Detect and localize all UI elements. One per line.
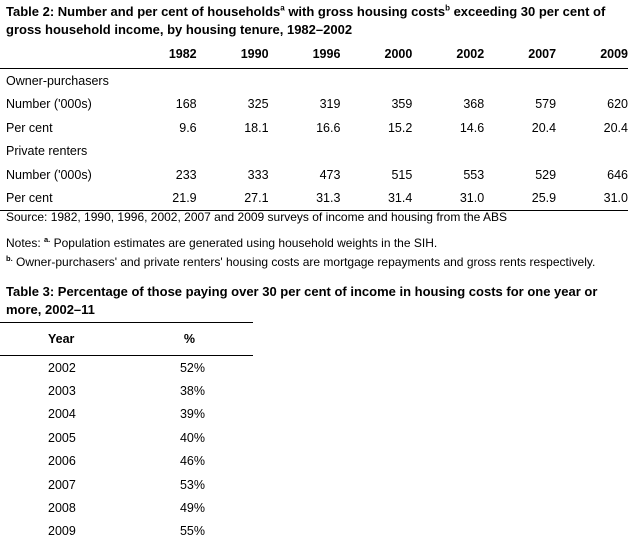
year-cell: 2005 — [48, 430, 76, 445]
table3-percent-header: % — [129, 323, 253, 356]
section-heading-private-renters: Private renters — [6, 144, 88, 159]
table-cell: 168 — [175, 97, 197, 112]
year-cell: 2004 — [48, 407, 76, 422]
table2-section-row — [0, 69, 628, 93]
table-row — [0, 473, 253, 496]
year-cell: 2009 — [48, 524, 76, 539]
table2-year-header: 2007 — [484, 40, 556, 69]
table-row — [0, 116, 628, 140]
table-cell: 553 — [463, 167, 485, 182]
table2-section-row — [0, 140, 628, 164]
table-cell: 368 — [463, 97, 485, 112]
table-cell: 14.6 — [459, 120, 485, 135]
percent-cell: 38% — [179, 384, 205, 399]
table-cell: 25.9 — [484, 187, 556, 211]
table2-year-header: 1982 — [125, 40, 197, 69]
percent-cell: 55% — [179, 524, 205, 539]
table-cell: 15.2 — [387, 120, 413, 135]
row-label: Per cent — [0, 187, 125, 211]
percent-cell: 52% — [179, 360, 205, 375]
table-row — [0, 426, 253, 449]
table2-year-header: 2000 — [340, 40, 412, 69]
table-row — [0, 403, 253, 426]
row-label: Number ('000s) — [6, 97, 92, 112]
table-cell: 579 — [535, 97, 557, 112]
table2-year-header: 2002 — [412, 40, 484, 69]
year-cell: 2007 — [48, 477, 76, 492]
table-cell: 333 — [247, 167, 269, 182]
table2-year-header: 2009 — [556, 40, 628, 69]
year-cell: 2002 — [48, 360, 76, 375]
table-cell: 325 — [247, 97, 269, 112]
table-cell: 31.0 — [412, 187, 484, 211]
percent-cell: 39% — [179, 407, 205, 422]
table-cell: 620 — [607, 97, 628, 112]
table-cell: 646 — [607, 167, 628, 182]
table-row — [0, 496, 253, 519]
table-row — [0, 450, 253, 473]
year-cell: 2006 — [48, 454, 76, 469]
table3-header-row — [0, 323, 253, 356]
table2 — [0, 40, 628, 211]
year-cell: 2003 — [48, 384, 76, 399]
table2-header-blank — [0, 40, 125, 69]
table3-year-header: Year — [0, 323, 129, 356]
table2-year-header: 1996 — [269, 40, 341, 69]
table-row — [0, 187, 628, 211]
table-row — [0, 163, 628, 187]
table-cell: 233 — [175, 167, 197, 182]
percent-cell: 49% — [179, 501, 205, 516]
percent-cell: 46% — [179, 454, 205, 469]
table-cell: 20.4 — [603, 120, 628, 135]
table-cell: 529 — [535, 167, 557, 182]
table-cell: 21.9 — [125, 187, 197, 211]
table2-header-row — [0, 40, 628, 69]
table-row — [0, 520, 253, 543]
table-cell: 31.4 — [340, 187, 412, 211]
percent-cell: 40% — [179, 430, 205, 445]
table-cell: 9.6 — [179, 120, 197, 135]
table3 — [0, 322, 253, 543]
table3-title: Table 3: Percentage of those paying over 30 per cent of income in housing costs for one year or more, 2002–11 — [6, 284, 598, 317]
table-cell: 515 — [391, 167, 413, 182]
footnote-marker-a: a — [280, 3, 285, 13]
table2-note-b: $^{b.}$ Owner-purchasers' and private renters' housing costs are mortgage repayments and gross rents respectively. — [6, 254, 596, 269]
table-row — [0, 93, 628, 117]
table-cell: 319 — [319, 97, 341, 112]
footnote-marker-b: b — [445, 3, 450, 13]
table-cell: 16.6 — [316, 120, 341, 135]
table-cell: 473 — [319, 167, 341, 182]
table-cell: 359 — [391, 97, 413, 112]
table-row — [0, 356, 253, 380]
table-cell: 18.1 — [244, 120, 269, 135]
table-row — [0, 379, 253, 402]
row-label: Per cent — [6, 120, 53, 135]
table2-note-a: Notes: $^{a.}$ Population estimates are generated using household weights in the SIH. — [6, 235, 438, 250]
row-label: Number ('000s) — [6, 167, 92, 182]
table-cell: 31.0 — [556, 187, 628, 211]
table2-year-header: 1990 — [197, 40, 269, 69]
table-cell: 31.3 — [269, 187, 341, 211]
table2-title: Table 2: Number and per cent of households$^a$ with gross housing costs$^b$ exceeding 30 per cent of gross household income, by housing tenure, 1982–2002 — [6, 3, 606, 37]
percent-cell: 53% — [179, 477, 205, 492]
year-cell: 2008 — [48, 501, 76, 516]
section-heading-owner-purchasers: Owner-purchasers — [6, 73, 109, 88]
table-cell: 27.1 — [197, 187, 269, 211]
table2-source: Source: 1982, 1990, 1996, 2002, 2007 and 2009 surveys of income and housing from the ABS — [6, 210, 508, 224]
table-cell: 20.4 — [531, 120, 557, 135]
